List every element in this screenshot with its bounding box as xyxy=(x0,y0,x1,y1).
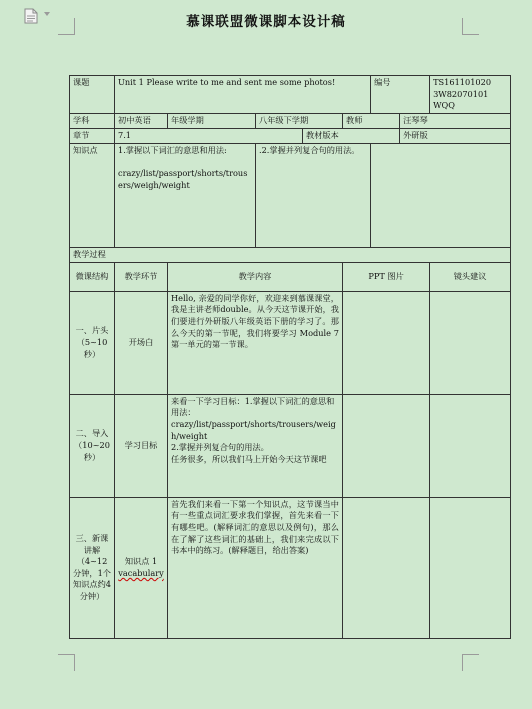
textbook-label: 教材版本 xyxy=(303,128,400,143)
teacher-value: 汪琴琴 xyxy=(400,113,511,128)
header-ppt: PPT 图片 xyxy=(343,262,430,291)
header-camera: 镜头建议 xyxy=(430,262,511,291)
row-link-title: 知识点 1 xyxy=(124,556,158,567)
header-link: 教学环节 xyxy=(115,262,168,291)
topic-value: Unit 1 Please write to me and sent me some photos! xyxy=(115,76,371,114)
row-camera xyxy=(430,291,511,394)
table-row xyxy=(70,394,511,497)
code-value: TS161101020 3W82070101 WQQ xyxy=(430,76,511,114)
row-link xyxy=(115,497,168,638)
knowledge-point-2: .2.掌握并列复合句的用法。 xyxy=(256,143,371,247)
row-content: Hello, 亲爱的同学你好，欢迎来到慕课课堂，我是主讲老师double。从今天这节课开始，我们要进行外研版八年级英语下册的学习了。那么今天的第一节呢，我们将要学习 Module 7 第一单元的第一节课。 xyxy=(168,291,343,394)
chapter-label: 章节 xyxy=(70,128,115,143)
row-structure: 一、片头 （5~10秒） xyxy=(70,291,115,394)
knowledge-point-1: 1.掌握以下词汇的意思和用法: crazy/list/passport/shorts/trousers/weigh/weight xyxy=(115,143,256,247)
row-content: 来看一下学习目标：1.掌握以下词汇的意思和用法：crazy/list/passport/shorts/trousers/weigh/weight 2.掌握并列复合句的用法。 任务很多，所以我们马上开始今天这节课吧 xyxy=(168,394,343,497)
table-row xyxy=(70,497,511,638)
row-ppt xyxy=(343,394,430,497)
header-structure: 微课结构 xyxy=(70,262,115,291)
row-camera xyxy=(430,497,511,638)
header-content: 教学内容 xyxy=(168,262,343,291)
textbook-value: 外研版 xyxy=(400,128,511,143)
row-ppt xyxy=(343,497,430,638)
grade-term-label: 年级学期 xyxy=(168,113,256,128)
topic-label: 课题 xyxy=(70,76,115,114)
table-row xyxy=(70,291,511,394)
row-content: 首先我们来看一下第一个知识点，这节课当中有一些重点词汇要求我们掌握，首先来看一下有哪些吧。(解释词汇的意思以及例句)，那么在了解了这些词汇的基础上，我们来完成以下书本中的练习。(解释题目，给出答案) xyxy=(168,497,343,638)
subject-label: 学科 xyxy=(70,113,115,128)
row-ppt xyxy=(343,291,430,394)
document-title: 慕课联盟微课脚本设计稿 xyxy=(186,14,346,30)
row-structure: 三、新课讲解 （4~12分钟，1个知识点约4分钟） xyxy=(70,497,115,638)
row-link-subtitle: vacabulary xyxy=(118,567,164,578)
grade-term-value: 八年级下学期 xyxy=(256,113,343,128)
teacher-label: 教师 xyxy=(343,113,400,128)
row-camera xyxy=(430,394,511,497)
row-link: 学习目标 xyxy=(115,394,168,497)
row-link: 开场白 xyxy=(115,291,168,394)
knowledge-label: 知识点 xyxy=(70,143,115,247)
crop-mark-bottom-right xyxy=(462,654,479,671)
crop-mark-bottom-left xyxy=(58,654,75,671)
process-section-label: 教学过程 xyxy=(70,247,511,262)
chapter-value: 7.1 xyxy=(115,128,303,143)
knowledge-point-3 xyxy=(371,143,511,247)
script-table xyxy=(69,75,511,639)
row-structure: 二、导入 （10~20秒） xyxy=(70,394,115,497)
code-label: 编号 xyxy=(371,76,430,114)
subject-value: 初中英语 xyxy=(115,113,168,128)
